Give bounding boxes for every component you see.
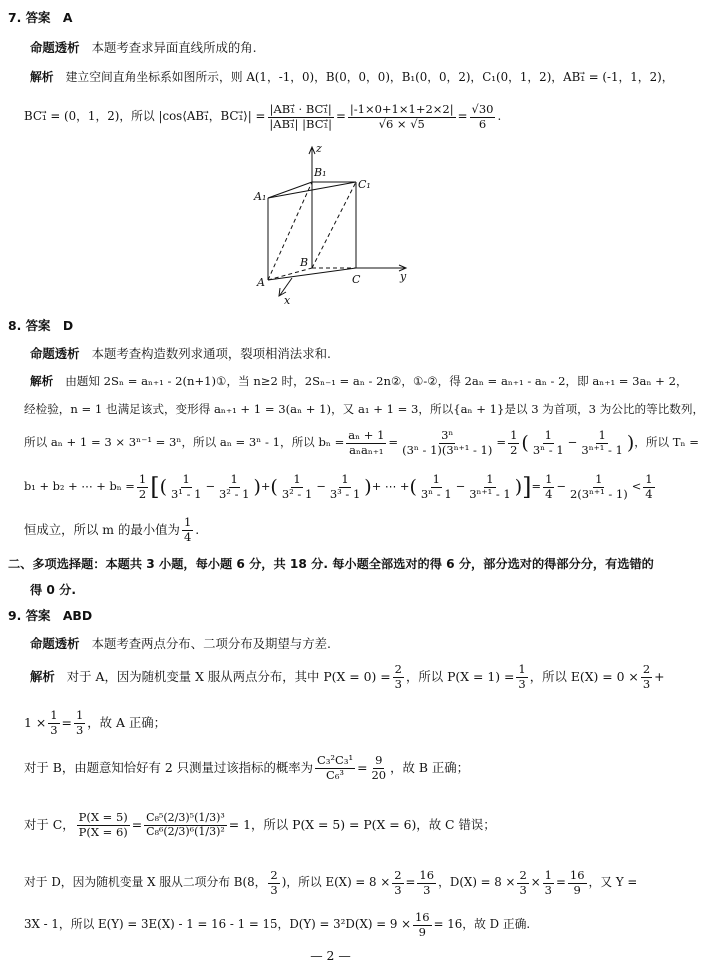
label-A1: A₁ (254, 190, 267, 203)
q7-jx-text2: BC₁⃗ = (0，1，2)，所以 |cos⟨AB₁⃗，BC₁⃗⟩| = (24, 109, 266, 124)
q7-solution-line2: BC₁⃗ = (0，1，2)，所以 |cos⟨AB₁⃗，BC₁⃗⟩| = $\frac{\text{|AB₁⃗ · BC₁⃗|}}{\text{|AB₁⃗| |BC₁⃗|}}$ = $\frac{|-1\times 0+1\times 1+2\times 2|}{√6 \times √5}$ = $\frac{√30}{6}$ . (24, 102, 502, 131)
q8-l5-frac (182, 516, 193, 543)
label-z: z (316, 142, 322, 155)
q8-solution-line2: 经检验，n = 1 也满足该式，变形得 aₙ₊₁ + 1 = 3(aₙ + 1)，又 a₁ + 1 = 3，所以{aₙ + 1}是以 3 为首项，3 为公比的等比数列， (24, 402, 704, 416)
q8-l4-t3: 1 3² - 1 (281, 472, 313, 501)
q7-solution-line1 (30, 72, 674, 84)
q9-d2-2: = 16，故 D 正确. (433, 917, 531, 932)
q9-a2-2: = (61, 714, 72, 730)
q8-l4-t2: $\frac{1}{\text{3² - 1}}$ (218, 472, 250, 501)
q8-l3-f2 (400, 429, 494, 456)
q7-jx-label: 解析 (30, 70, 54, 84)
q9-c-num: C₈⁵(2/3)⁵(1/3)³ (146, 810, 225, 824)
q8-l3-f5-num: 1 (598, 428, 606, 443)
label-A: A (257, 276, 265, 289)
q9-c-line: 对于 C， $\frac{P(X = 5)}{P(X = 6)}$ = $\frac{\text{C₈⁵(2/3)⁵(1/3)³}}{\text{C₈⁶(2/3)⁶(1/3)²}}$ = 1，所以 P(X = 5) = P(X = 6)，故 C 错误； (24, 810, 496, 839)
q7-coordinate-figure (240, 140, 420, 305)
q8-l3-b: ，所以 Tₙ = (634, 435, 699, 450)
q9-b1: 对于 B，由题意知恰好有 2 只测量过该指标的概率为 (24, 759, 314, 775)
q8-analysis (30, 348, 331, 360)
q8-l3-f2-den: (3ⁿ - 1)(3ⁿ⁺¹ - 1) (402, 442, 493, 457)
q8-l4-t1: 1 3¹ - 1 (170, 472, 202, 501)
q7-tou-label: 命题透析 (30, 40, 80, 55)
q8-l3-f5 (579, 429, 625, 456)
q9-d5: × (530, 875, 541, 890)
q8-l4-t4: $\frac{1}{\text{3³ - 1}}$ (329, 472, 361, 501)
q8-l3-f1-num: aₙ + 1 (348, 428, 385, 443)
q8-l3-a: 所以 aₙ + 1 = 3 × 3ⁿ⁻¹ = 3ⁿ，所以 aₙ = 3ⁿ - 1，所以 bₙ = (24, 435, 345, 450)
q8-l4-d3: 3² - 1 (281, 486, 313, 501)
q8-l4-d4: 3³ - 1 (329, 486, 361, 501)
q8-l3-f1 (346, 429, 386, 456)
q8-l3-f1-den: aₙaₙ₊₁ (349, 442, 384, 457)
q8-l3-f5-den: 3ⁿ⁺¹ - 1 (581, 442, 623, 457)
q8-l3-f4-num: 1 (544, 428, 552, 443)
q8-l5-a: 恒成立，所以 m 的最小值为 (24, 521, 180, 537)
q8-l4-d6: 3ⁿ⁺¹ - 1 (469, 486, 511, 501)
q9-d6: = (556, 875, 566, 890)
q7-frac2-num: |-1×0+1×1+2×2| (349, 102, 454, 117)
label-x: x (284, 294, 291, 307)
q8-l4-t6: $\frac{1}{\text{3ⁿ⁺¹ - 1}}$ (469, 472, 511, 501)
label-C1: C₁ (358, 178, 371, 191)
q9-b-line: 对于 B，由题意知恰好有 2 只测量过该指标的概率为 $\frac{\text{C₃²C₃¹}}{\text{C₆³}}$ = $\frac{9}{20}$ ，故 B 正确； (24, 753, 470, 782)
q9-a-line2: 1 × $\frac{1}{3}$ = $\frac{1}{3}$ ，故 A 正确； (24, 708, 167, 737)
q9-c3: = 1，所以 P(X = 5) = P(X = 6)，故 C 错误； (228, 816, 496, 832)
q7-frac3-den: 6 (478, 116, 487, 131)
q8-jx-label: 解析 (30, 374, 54, 388)
q8-l3-f4 (531, 429, 566, 456)
q8-l4-r1: $\frac{1}{4}$ (545, 472, 553, 501)
q8-l4-t5: 1 3ⁿ - 1 (420, 472, 452, 501)
q9-d2-1: 3X - 1，所以 E(Y) = 3E(X) - 1 = 16 - 1 = 15，D(Y) = 3²D(X) = 9 × (24, 917, 411, 932)
q8-l5-den: 4 (183, 529, 192, 544)
q8-answer: 8. 答案 D (8, 318, 74, 333)
q7-frac1-den: |AB₁⃗| |BC₁⃗| (269, 116, 332, 131)
label-C: C (352, 273, 361, 286)
q7-frac2-den: √6 × √5 (378, 116, 425, 131)
q8-tou-label: 命题透析 (30, 346, 80, 361)
q9-answer: 9. 答案 ABD (8, 608, 93, 623)
edge-AC (268, 268, 356, 280)
label-B: B (300, 256, 309, 269)
q9-d1: 对于 D，因为随机变量 X 服从二项分布 B(8， (24, 875, 267, 890)
q7-jx-text1: 建立空间直角坐标系如图所示，则 A(1，-1，0)，B(0，0，0)，B₁(0，0，2)，C₁(0，1，2)，AB₁⃗ = (-1，1，2)， (65, 70, 674, 84)
q8-tou-text: 本题考查构造数列求通项，裂项相消法求和. (91, 346, 331, 361)
q8-solution-line5: 恒成立，所以 m 的最小值为 $\frac{1}{4}$ . (24, 515, 200, 544)
q8-l4-a: b₁ + b₂ + ⋯ + bₙ = (24, 479, 135, 494)
q8-l5-num: 1 (183, 515, 192, 530)
page-number: — 2 — (310, 948, 351, 963)
q9-d3: = (405, 875, 416, 890)
q7-frac2 (348, 103, 456, 130)
q9-d-line1: 对于 D，因为随机变量 X 服从二项分布 B(8， 2 3 )，所以 E(X) = 8 × $\frac{2}{3}$ = $\frac{16}{3}$ ，D(X) = 8 × $\frac{2}{3}$ × $\frac{1}{3}$ = $\frac{16}{9}$ ，又 Y = (24, 868, 638, 897)
q9-c-den: C₈⁶(2/3)⁶(1/3)² (146, 824, 225, 838)
q8-solution-line3: 所以 aₙ + 1 = 3 × 3ⁿ⁻¹ = 3ⁿ，所以 aₙ = 3ⁿ - 1，所以 bₙ = aₙ + 1 aₙaₙ₊₁ = $\frac{\text{3ⁿ}}{\text{(3ⁿ - 1)(3ⁿ⁺¹ - 1)}}$ = $\frac{1}{2}$ ( $\frac{1}{\text{3ⁿ - 1}}$ − $\frac{1}{\text{3ⁿ⁺¹ - 1}}$ ) ，所以 Tₙ = (24, 428, 699, 457)
q8-l3-f3-num: 1 (510, 428, 518, 443)
q7-tou-text: 本题考查求异面直线所成的角. (91, 40, 257, 55)
label-B1: B₁ (314, 166, 327, 179)
q8-l4-d1: 3¹ - 1 (170, 486, 202, 501)
q7-frac1-num: |AB₁⃗ · BC₁⃗| (269, 102, 332, 117)
q9-d4: ，D(X) = 8 × (438, 875, 516, 890)
q8-l3-f4-den: 3ⁿ - 1 (532, 442, 564, 457)
q8-solution-line4: b₁ + b₂ + ⋯ + bₙ = $\frac{1}{2}$ [ ( 1 3¹ - 1 − $\frac{1}{\text{3² - 1}}$ ) + ( 1 3² - 1 − $\frac{1}{\text{3³ - 1}}$ ) + ⋯ + ( 1 3ⁿ - 1 − $\frac{1}{\text{3ⁿ⁺¹ - 1}}$ ) ] = $\frac{1}{4}$ − $\frac{1}{\text{2(3ⁿ⁺¹ - 1)}}$ < 1 4 (24, 472, 653, 501)
section2-header-cont: 得 0 分. (30, 583, 76, 597)
q7-frac3 (470, 103, 496, 130)
q7-analysis (30, 42, 257, 54)
q9-a2-1: 1 × (24, 714, 47, 730)
q8-l4-d2: 3² - 1 (218, 486, 250, 501)
q9-analysis (30, 638, 331, 650)
q8-l3-f2-num: 3ⁿ (441, 428, 454, 443)
q8-l3-f3-den: 2 (510, 442, 518, 457)
q9-tou-label: 命题透析 (30, 636, 80, 651)
edge-AB (268, 268, 312, 280)
q9-d7: ，又 Y = (588, 875, 638, 890)
q9-c1: 对于 C， (24, 816, 75, 832)
q8-l3-f3 (508, 429, 519, 456)
q9-d-line2: 3X - 1，所以 E(Y) = 3E(X) - 1 = 16 - 1 = 15，D(Y) = 3²D(X) = 9 × $\frac{16}{9}$ = 16，故 D 正确. (24, 910, 531, 939)
q9-a3: ，所以 E(X) = 0 × (529, 668, 639, 684)
label-y: y (400, 270, 407, 283)
q9-b2: = (357, 759, 368, 775)
q9-c2: = (131, 816, 143, 832)
edge-BC1 (312, 182, 356, 268)
q9-a2: ，所以 P(X = 1) = (405, 668, 515, 684)
q9-a4: + (654, 668, 665, 684)
q9-d2: )，所以 E(X) = 8 × (281, 875, 391, 890)
q8-l4-r2-den: 2(3ⁿ⁺¹ - 1) (569, 486, 628, 501)
q9-tou-text: 本题考查两点分布、二项分布及期望与方差. (91, 636, 331, 651)
q9-a2-3: ，故 A 正确； (87, 714, 167, 730)
q7-answer: 7. 答案 A (8, 10, 73, 25)
q7-frac1 (267, 103, 334, 130)
q8-l4-d5: 3ⁿ - 1 (420, 486, 452, 501)
q9-jx-label: 解析 (30, 668, 55, 684)
q9-a1: 对于 A，因为随机变量 X 服从两点分布，其中 P(X = 0) = (66, 668, 391, 684)
q7-frac3-num: √30 (471, 102, 494, 117)
section2-header: 二、多项选择题：本题共 3 小题，每小题 6 分，共 18 分. 每小题全部选对的得 6 分，部分选对的得部分分，有选错的 (8, 557, 654, 571)
q9-b3: ，故 B 正确； (390, 759, 470, 775)
q8-l1: 由题知 2Sₙ = aₙ₊₁ - 2(n+1)①，当 n≥2 时，2Sₙ₋₁ = aₙ - 2n②，①-②，得 2aₙ = aₙ₊₁ - aₙ - 2，即 aₙ₊₁ = 3aₙ + 2， (65, 374, 688, 388)
q8-solution-line1 (30, 376, 688, 388)
q9-a-line1: 解析 对于 A，因为随机变量 X 服从两点分布，其中 P(X = 0) = $\frac{2}{3}$ ，所以 P(X = 1) = $\frac{1}{3}$ ，所以 E(X) = 0 × $\frac{2}{3}$ + (30, 662, 665, 691)
q8-l4-r2: $\frac{1}{\text{2(3ⁿ⁺¹ - 1)}}$ (569, 472, 628, 501)
